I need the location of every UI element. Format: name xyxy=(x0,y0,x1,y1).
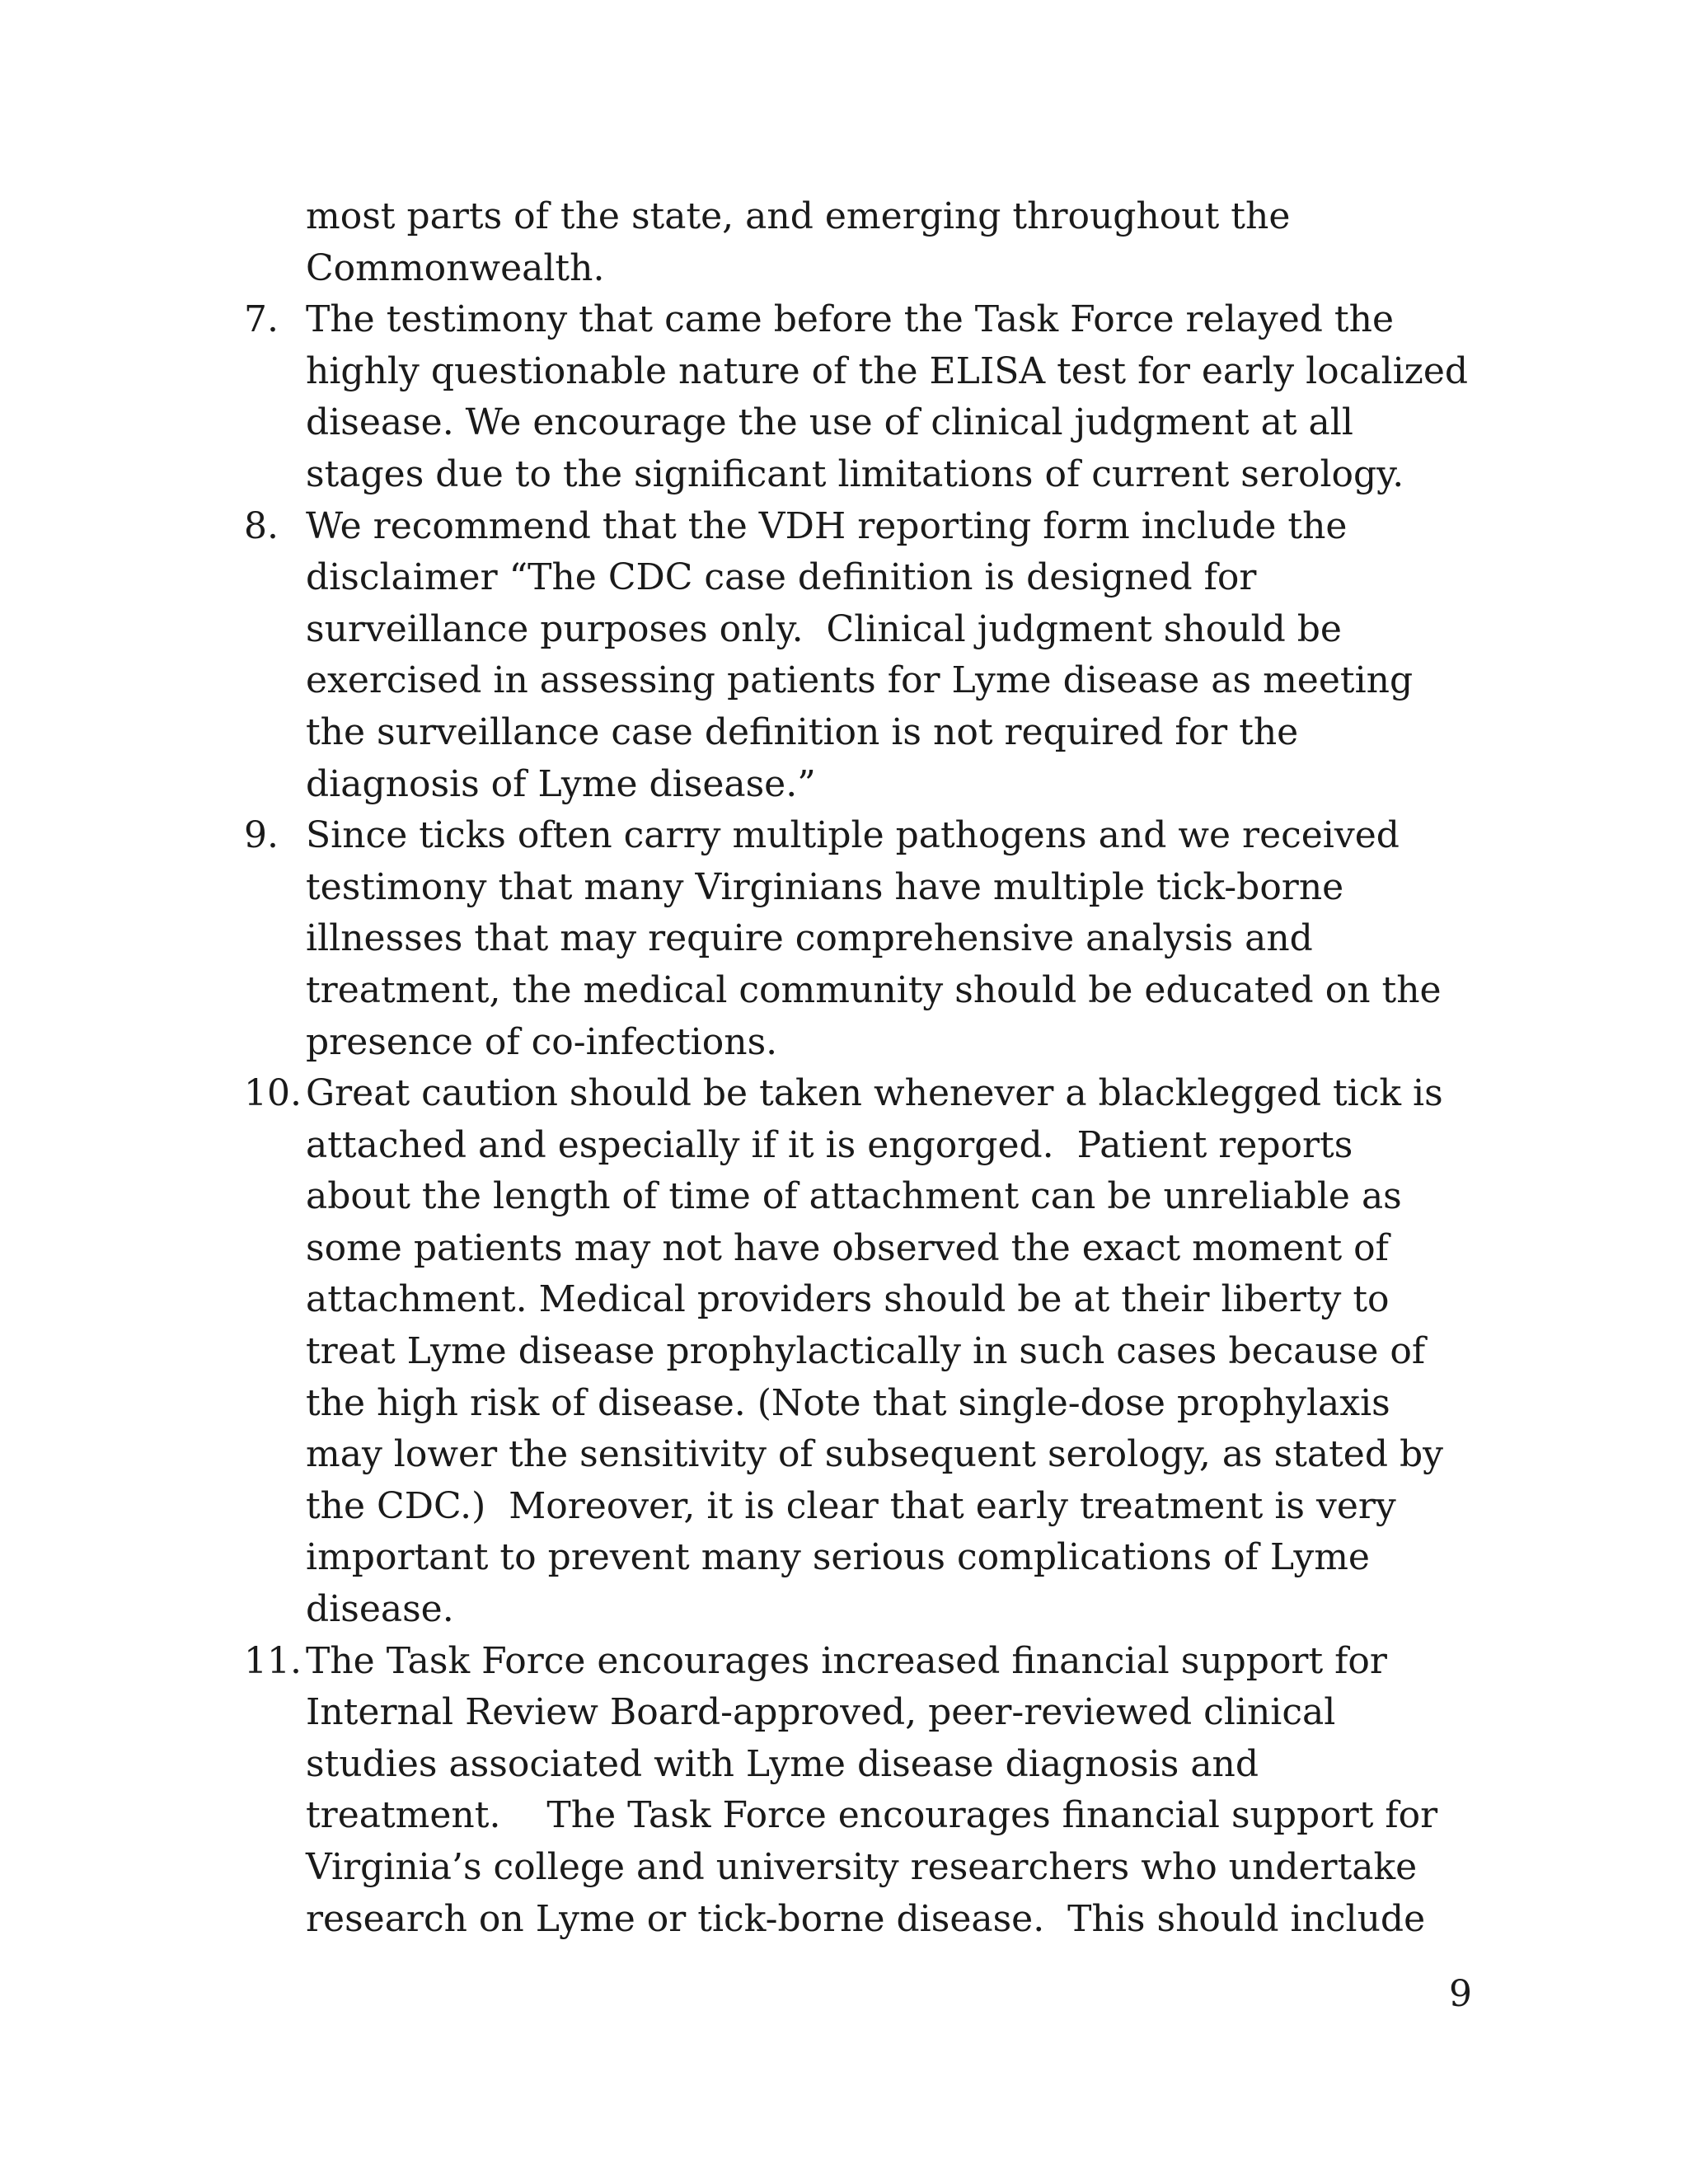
list-item-11-line xyxy=(244,1894,1497,1946)
list-item-10-line xyxy=(244,1120,1497,1172)
line-text: stages due to the significant limitations of current serology. xyxy=(306,452,1404,495)
page-number: 9 xyxy=(1449,1973,1472,2015)
list-item-10-line xyxy=(244,1326,1497,1378)
list-item-11-line xyxy=(244,1739,1497,1791)
list-item-9-line xyxy=(244,913,1497,965)
line-text: Great caution should be taken whenever a blacklegged tick is xyxy=(306,1072,1443,1115)
line-text: Internal Review Board-approved, peer-reviewed clinical xyxy=(306,1691,1336,1734)
list-item-11-line xyxy=(244,1636,1497,1688)
line-text: Commonwealth. xyxy=(306,246,605,289)
line-text: most parts of the state, and emerging throughout the xyxy=(306,195,1291,237)
list-item-7-line xyxy=(244,346,1497,398)
list-item-10-line xyxy=(244,1378,1497,1430)
line-text: studies associated with Lyme disease diagnosis and xyxy=(306,1742,1259,1785)
list-item-number: 10. xyxy=(244,1072,302,1115)
list-item-9-line xyxy=(244,965,1497,1017)
line-text: We recommend that the VDH reporting form include the xyxy=(306,504,1348,547)
list-item-continuation-line xyxy=(244,243,1497,295)
line-text: disclaimer “The CDC case definition is designed for xyxy=(306,556,1257,599)
list-item-10-line xyxy=(244,1584,1497,1636)
list-item-10-line xyxy=(244,1223,1497,1275)
list-item-10-line xyxy=(244,1481,1497,1533)
list-item-continuation-line xyxy=(244,191,1497,243)
line-text: the CDC.) Moreover, it is clear that early treatment is very xyxy=(306,1484,1396,1527)
line-text: research on Lyme or tick-borne disease. This should include xyxy=(306,1897,1426,1940)
line-text: highly questionable nature of the ELISA test for early localized xyxy=(306,349,1469,392)
line-text: testimony that many Virginians have multiple tick-borne xyxy=(306,865,1344,908)
list-item-9-line xyxy=(244,810,1497,862)
list-item-8-line xyxy=(244,655,1497,707)
line-text: treatment, the medical community should be educated on the xyxy=(306,968,1442,1011)
list-item-9-line xyxy=(244,1017,1497,1069)
list-item-9-line xyxy=(244,862,1497,914)
list-item-8-line xyxy=(244,501,1497,553)
list-item-7-line xyxy=(244,397,1497,449)
line-text: exercised in assessing patients for Lyme disease as meeting xyxy=(306,659,1414,702)
list-item-number: 7. xyxy=(244,298,279,341)
line-text: The testimony that came before the Task Force relayed the xyxy=(306,298,1394,341)
list-item-10-line xyxy=(244,1274,1497,1326)
list-item-7-line xyxy=(244,294,1497,346)
list-item-10-line xyxy=(244,1068,1497,1120)
line-text: attachment. Medical providers should be at their liberty to xyxy=(306,1278,1390,1321)
line-text: The Task Force encourages increased financial support for xyxy=(306,1639,1387,1682)
list-item-number: 11. xyxy=(244,1639,302,1682)
line-text: attached and especially if it is engorged. Patient reports xyxy=(306,1123,1353,1166)
list-item-10-line xyxy=(244,1171,1497,1223)
list-item-number: 9. xyxy=(244,814,279,857)
line-text: disease. xyxy=(306,1588,454,1631)
line-text: illnesses that may require comprehensive analysis and xyxy=(306,917,1313,960)
list-item-10-line xyxy=(244,1429,1497,1481)
line-text: Virginia’s college and university researchers who undertake xyxy=(306,1846,1418,1888)
list-item-8-line xyxy=(244,707,1497,759)
line-text: the high risk of disease. (Note that single-dose prophylaxis xyxy=(306,1381,1390,1424)
line-text: presence of co-infections. xyxy=(306,1020,778,1063)
list-item-8-line xyxy=(244,604,1497,656)
line-text: the surveillance case definition is not required for the xyxy=(306,710,1299,753)
list-item-number: 8. xyxy=(244,504,279,547)
list-item-11-line xyxy=(244,1687,1497,1739)
line-text: some patients may not have observed the exact moment of xyxy=(306,1226,1389,1269)
line-text: important to prevent many serious complications of Lyme xyxy=(306,1536,1370,1579)
line-text: treat Lyme disease prophylactically in such cases because of xyxy=(306,1330,1426,1373)
list-item-8-line xyxy=(244,552,1497,604)
list-item-8-line xyxy=(244,759,1497,811)
line-text: Since ticks often carry multiple pathogens and we received xyxy=(306,814,1400,857)
line-text: surveillance purposes only. Clinical judgment should be xyxy=(306,607,1342,650)
line-text: treatment. The Task Force encourages financial support for xyxy=(306,1794,1438,1837)
list-item-11-line xyxy=(244,1790,1497,1842)
line-text: may lower the sensitivity of subsequent serology, as stated by xyxy=(306,1433,1444,1476)
list-item-7-line xyxy=(244,449,1497,501)
line-text: about the length of time of attachment can be unreliable as xyxy=(306,1175,1402,1218)
list-item-11-line xyxy=(244,1842,1497,1894)
recommendation-list xyxy=(244,191,1497,1945)
line-text: disease. We encourage the use of clinical judgment at all xyxy=(306,401,1353,444)
list-item-10-line xyxy=(244,1532,1497,1584)
line-text: diagnosis of Lyme disease.” xyxy=(306,762,816,805)
